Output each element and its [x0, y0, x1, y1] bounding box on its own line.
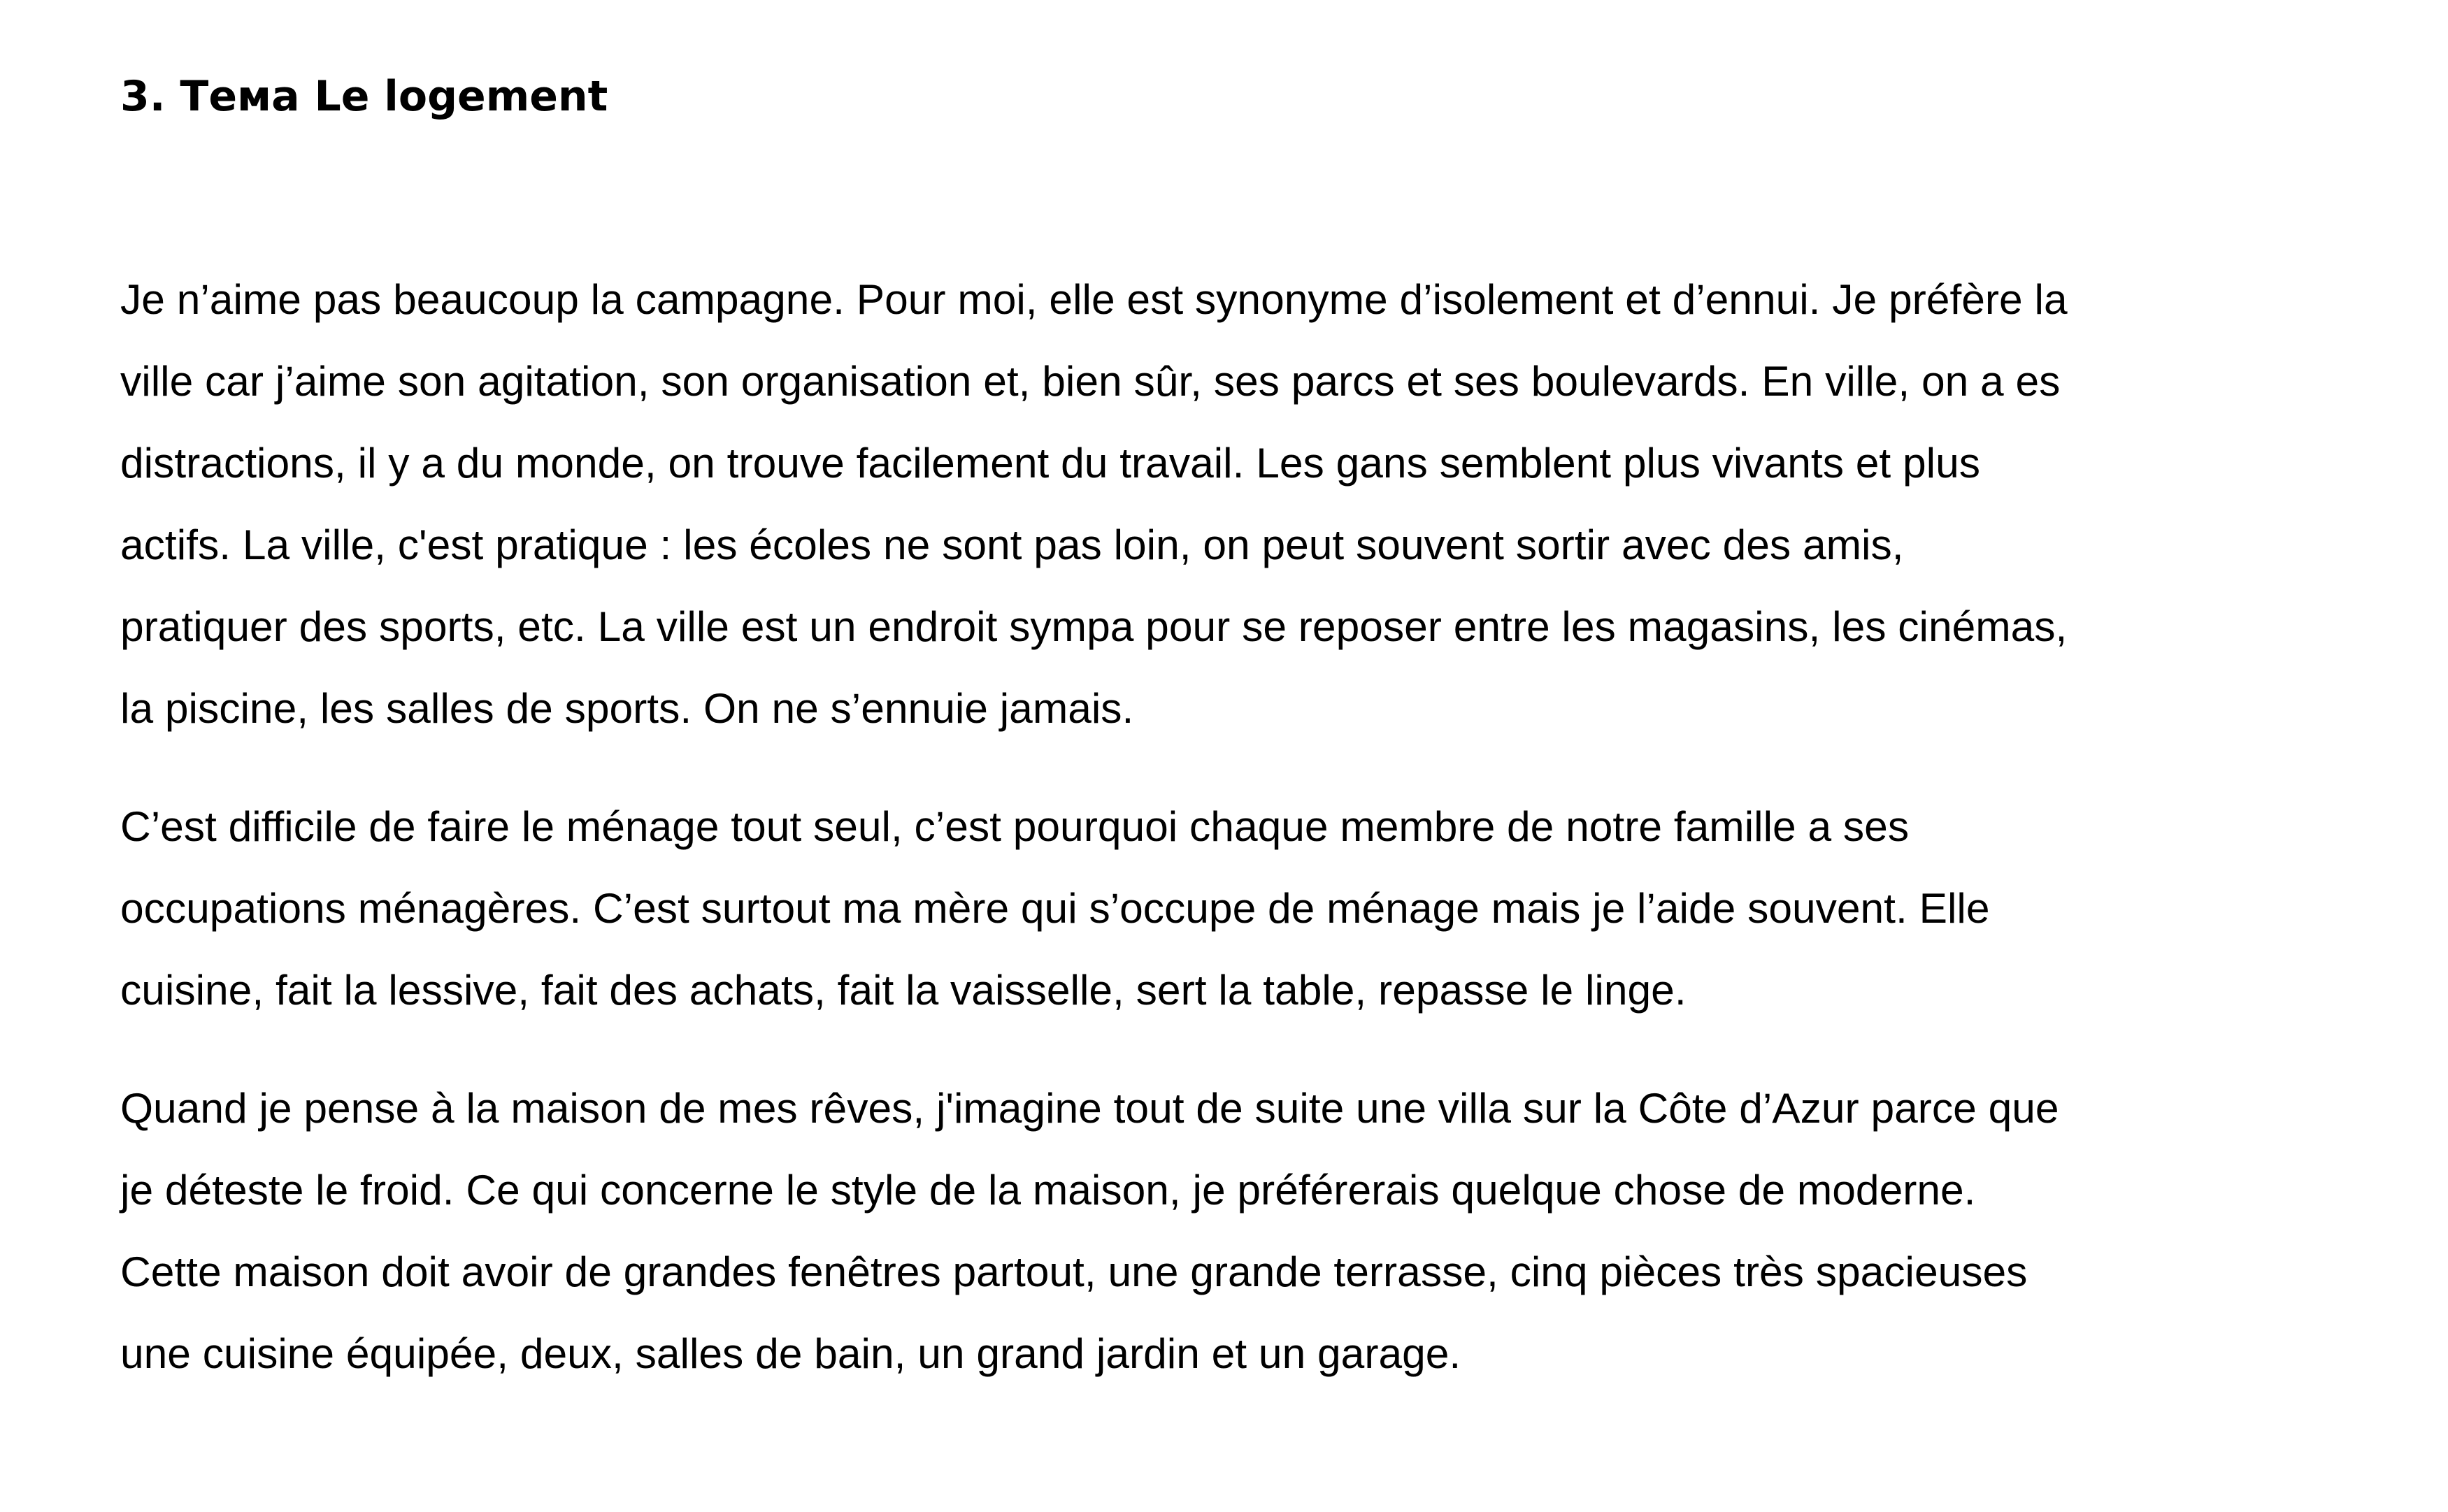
text-line: je déteste le froid. Ce qui concerne le style de la maison, je préférerais quelque chose de moderne. [120, 1166, 1976, 1214]
text-line: la piscine, les salles de sports. On ne s’ennuie jamais. [120, 684, 1134, 732]
paragraph [120, 259, 2344, 749]
text-line: Cette maison doit avoir de grandes fenêtres partout, une grande terrasse, cinq pièces très spacieuses [120, 1248, 2028, 1295]
document-title: 3. Тема Le logement [120, 72, 608, 121]
paragraph [120, 786, 2344, 1031]
paragraph-city-vs-countryside [120, 259, 2344, 749]
text-line: une cuisine équipée, deux, salles de bain, un grand jardin et un garage. [120, 1330, 1461, 1377]
text-line: C’est difficile de faire le ménage tout seul, c’est pourquoi chaque membre de notre famille a ses [120, 802, 1910, 850]
text-line: Quand je pense à la maison de mes rêves, j'imagine tout de suite une villa sur la Côte d’Azur parce que [120, 1084, 2059, 1132]
paragraph-dream-house [120, 1067, 2344, 1395]
text-line: actifs. La ville, c'est pratique : les écoles ne sont pas loin, on peut souvent sortir avec des amis, [120, 521, 1904, 568]
paragraph [120, 1067, 2344, 1395]
text-line: occupations ménagères. C’est surtout ma mère qui s’occupe de ménage mais je l’aide souvent. Elle [120, 884, 1990, 932]
paragraph-housework [120, 786, 2344, 1031]
text-line: ville car j’aime son agitation, son organisation et, bien sûr, ses parcs et ses boulevards. En ville, on a es [120, 357, 2061, 405]
text-line: cuisine, fait la lessive, fait des achats, fait la vaisselle, sert la table, repasse le linge. [120, 966, 1687, 1014]
text-line: pratiquer des sports, etc. La ville est un endroit sympa pour se reposer entre les magasins, les cinémas, [120, 603, 2068, 650]
text-line: Je n’aime pas beaucoup la campagne. Pour moi, elle est synonyme d’isolement et d’ennui. Je préfère la [120, 275, 2068, 323]
text-line: distractions, il y a du monde, on trouve facilement du travail. Les gans semblent plus vivants et plus [120, 439, 1981, 487]
